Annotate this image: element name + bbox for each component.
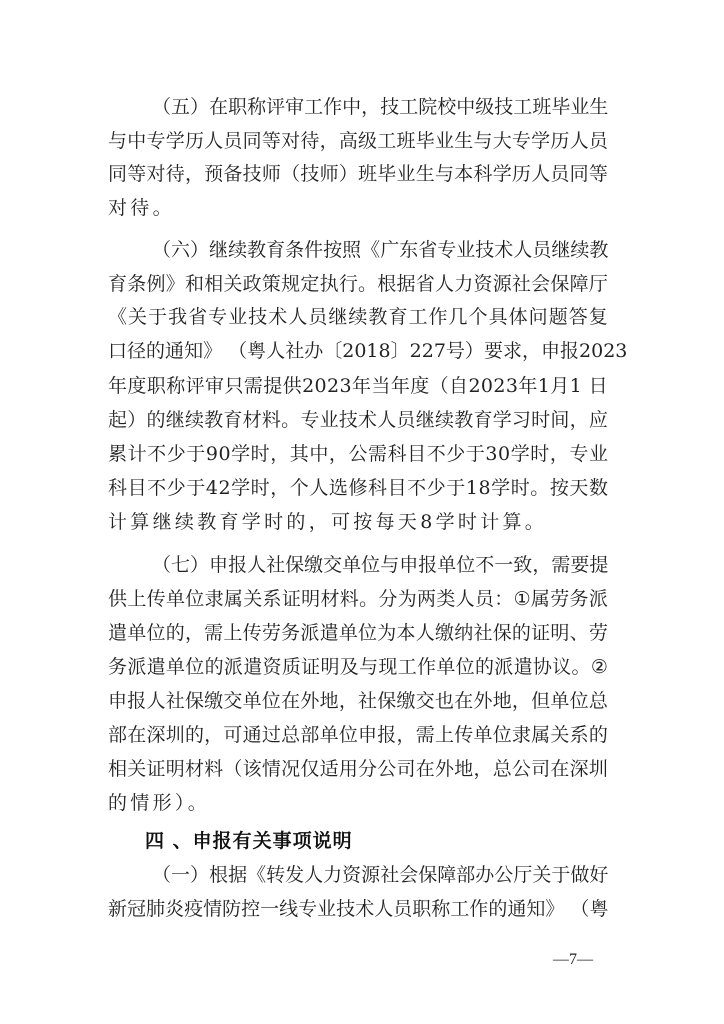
text-line: （ 六 ） 继 续 教 育 条 件 按 照 《 广 东 省 专 业 技 术 人 员 继 续 教 — [152, 239, 609, 261]
text-line: （ 一 ） 根 据 《 转 发 人 力 资 源 社 会 保 障 部 办 公 厅 关 于 做 好 — [152, 864, 609, 886]
text-line: （ 七 ） 申 报 人 社 保 缴 交 单 位 与 申 报 单 位 不 一 致 ， 需 要 提 — [152, 554, 609, 576]
page-number: —7— — [553, 951, 593, 968]
text-line: 育 条 例 》 和 相 关 政 策 规 定 执 行 。 根 据 省 人 力 资 源 社 会 保 障 厅 — [108, 273, 608, 295]
text-line: 遣 单 位 的 ， 需 上 传 劳 务 派 遣 单 位 为 本 人 缴 纳 社 保 的 证 明 、 劳 — [108, 622, 608, 644]
text-line: （ 五 ） 在 职 称 评 审 工 作 中 ， 技 工 院 校 中 级 技 工 班 毕 业 生 — [152, 96, 609, 118]
text-line: 科 目 不 少 于 4 2 学 时 ， 个 人 选 修 科 目 不 少 于 1 8 学 时 。 按 天 数 — [108, 477, 608, 499]
text-line: 新 冠 肺 炎 疫 情 防 控 一 线 专 业 技 术 人 员 职 称 工 作 的 通 知 》 （ 粤 — [108, 898, 609, 920]
text-line: 的情形）。 — [108, 792, 211, 814]
text-line: 相 关 证 明 材 料 （ 该 情 况 仅 适 用 分 公 司 在 外 地 ， 总 公 司 在 深 圳 — [108, 758, 608, 780]
text-line: 对待。 — [108, 197, 175, 219]
text-line: 供 上 传 单 位 隶 属 关 系 证 明 材 料 。 分 为 两 类 人 员 ： ① 属 劳 务 派 — [108, 588, 608, 610]
text-line: 口 径 的 通 知 》 （ 粤 人 社 办 〔 2 0 1 8 〕 2 2 7 号 ） 要 求 ， 申 报 2 0 2 3 — [108, 340, 628, 362]
text-line: 年 度 职 称 评 审 只 需 提 供 2 0 2 3 年 当 年 度 （ 自 2 0 2 3 年 1 月 1 日 — [108, 375, 608, 397]
text-line: 计算继续教育学时的，可按每天8学时计算。 — [108, 511, 548, 533]
text-line: 《 关 于 我 省 专 业 技 术 人 员 继 续 教 育 工 作 几 个 具 体 问 题 答 复 — [108, 306, 608, 328]
text-line: 起 ） 的 继 续 教 育 材 料 。 专 业 技 术 人 员 继 续 教 育 学 习 时 间 ， 应 — [108, 409, 608, 431]
text-line: 部 在 深 圳 的 ， 可 通 过 总 部 单 位 申 报 ， 需 上 传 单 位 隶 属 关 系 的 — [108, 724, 608, 746]
text-line: 累 计 不 少 于 9 0 学 时 ， 其 中 ， 公 需 科 目 不 少 于 3 0 学 时 ， 专 业 — [108, 443, 608, 465]
text-line: 同 等 对 待 ， 预 备 技 师 （ 技 师 ） 班 毕 业 生 与 本 科 学 历 人 员 同 等 — [108, 163, 608, 185]
section-heading: 四 、申报有关事项说明 — [145, 830, 353, 852]
text-line: 申 报 人 社 保 缴 交 单 位 在 外 地 ， 社 保 缴 交 也 在 外 地 ， 但 单 位 总 — [108, 690, 608, 712]
text-line: 与 中 专 学 历 人 员 同 等 对 待 ， 高 级 工 班 毕 业 生 与 大 专 学 历 人 员 — [108, 130, 608, 152]
text-line: 务 派 遣 单 位 的 派 遣 资 质 证 明 及 与 现 工 作 单 位 的 派 遣 协 议 。 ② — [108, 656, 608, 678]
